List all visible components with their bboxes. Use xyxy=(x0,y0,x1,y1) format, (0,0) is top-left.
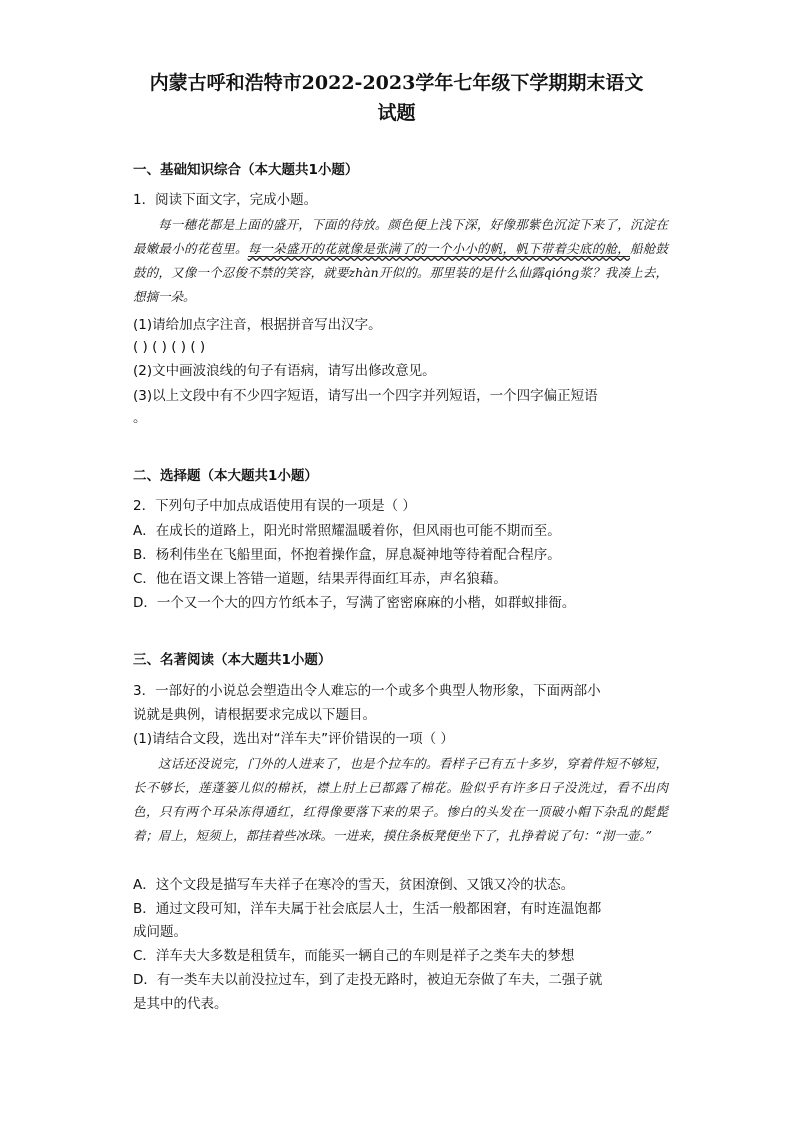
question-3-passage-text: 这话还没说完，门外的人进来了，也是个拉车的。看样子已有五十多岁，穿着件短不够短，长不够长，莲蓬篓儿似的棉袄，襟上肘上已都露了棉花。脸似乎有许多日子没洗过，看不出肉色，只有两个耳朵冻得通红，红得像要落下来的果子。惨白的头发在一顶破小帽下杂乱的髭髭着；眉上，短须上，都挂着些冰珠。一进来，摸住条板凳便坐下了，扎挣着说了句：“沏一壶。” xyxy=(133,756,668,843)
question-1-sub-3: (3)以上文段中有不少四字短语，请写出一个四字并列短语，一个四字偏正短语 xyxy=(133,388,598,404)
question-3-option-b[interactable]: B．通过文段可知，洋车夫属于社会底层人士，生活一般都困窘，有时连温饱都 xyxy=(133,901,602,917)
question-3-stem-line-1: 3．一部好的小说总会塑造出令人难忘的一个或多个典型人物形象，下面两部小 xyxy=(133,683,601,699)
passage-sentence-3: 船舱鼓鼓的，又像一个忍俊不禁的笑容，就要zhàn开似的。那里装的是什么仙露qióng浆？我凑上去，想摘一朵。 xyxy=(133,241,668,304)
question-3-option-d-cont: 是其中的代表。 xyxy=(133,996,228,1012)
question-2-option-a[interactable]: A．在成长的道路上，阳光时常照耀温暖着你，但风雨也可能不期而至。 xyxy=(133,523,561,539)
passage-wavy-sentence: 每一朵盛开的花就像是张满了的一个小小的帆，帆下带着尖底的舱， xyxy=(247,241,630,256)
question-1-stem: 1．阅读下面文字，完成小题。 xyxy=(133,192,318,208)
question-3-option-a[interactable]: A．这个文段是描写车夫祥子在寒冷的雪天，贫困潦倒、又饿又冷的状态。 xyxy=(133,877,575,893)
section-1-heading: 一、基础知识综合（本大题共1小题） xyxy=(133,162,359,178)
question-3-option-d[interactable]: D．有一类车夫以前没拉过车，到了走投无路时，被迫无奈做了车夫，二强子就 xyxy=(133,972,603,988)
question-3-passage xyxy=(133,752,668,848)
title-line-2: 试题 xyxy=(377,102,416,124)
question-2-option-d[interactable]: D．一个又一个大的四方竹纸本子，写满了密密麻麻的小楷，如群蚁排衙。 xyxy=(133,595,576,611)
title-line-1: 内蒙古呼和浩特市2022-2023学年七年级下学期期末语文 xyxy=(149,72,644,94)
question-1-sub-1: (1)请给加点字注音，根据拼音写出汉字。 xyxy=(133,317,382,333)
question-2-stem: 2．下列句子中加点成语使用有误的一项是（ ） xyxy=(133,498,416,514)
passage-sentence-1: 每一穗花都是上面的盛开，下面的待放。颜色便上浅下深，好像那紫色沉淀下来了，沉淀在最嫩最小的花苞里。 xyxy=(133,217,668,256)
section-2-heading: 二、选择题（本大题共1小题） xyxy=(133,468,318,484)
question-1-passage xyxy=(133,213,668,309)
question-2-option-b[interactable]: B．杨利伟坐在飞船里面，怀抱着操作盒，屏息凝神地等待着配合程序。 xyxy=(133,547,561,563)
question-3-stem-line-2: 说就是典例，请根据要求完成以下题目。 xyxy=(133,707,376,723)
section-3-heading: 三、名著阅读（本大题共1小题） xyxy=(133,652,332,668)
document-title xyxy=(120,68,673,128)
question-3-option-c[interactable]: C．洋车夫大多数是租赁车，而能买一辆自己的车则是祥子之类车夫的梦想 xyxy=(133,948,575,964)
question-3-option-b-cont: 成问题。 xyxy=(133,924,187,940)
question-3-sub-1: (1)请结合文段，选出对“洋车夫”评价错误的一项（ ） xyxy=(133,731,454,747)
question-1-sub-3-end: 。 xyxy=(133,410,147,426)
question-1-sub-2: (2)文中画波浪线的句子有语病，请写出修改意见。 xyxy=(133,363,436,379)
question-2-option-c[interactable]: C．他在语文课上答错一道题，结果弄得面红耳赤，声名狼藉。 xyxy=(133,571,507,587)
question-1-answer-blanks[interactable]: ( ) ( ) ( ) ( ) xyxy=(133,339,206,355)
